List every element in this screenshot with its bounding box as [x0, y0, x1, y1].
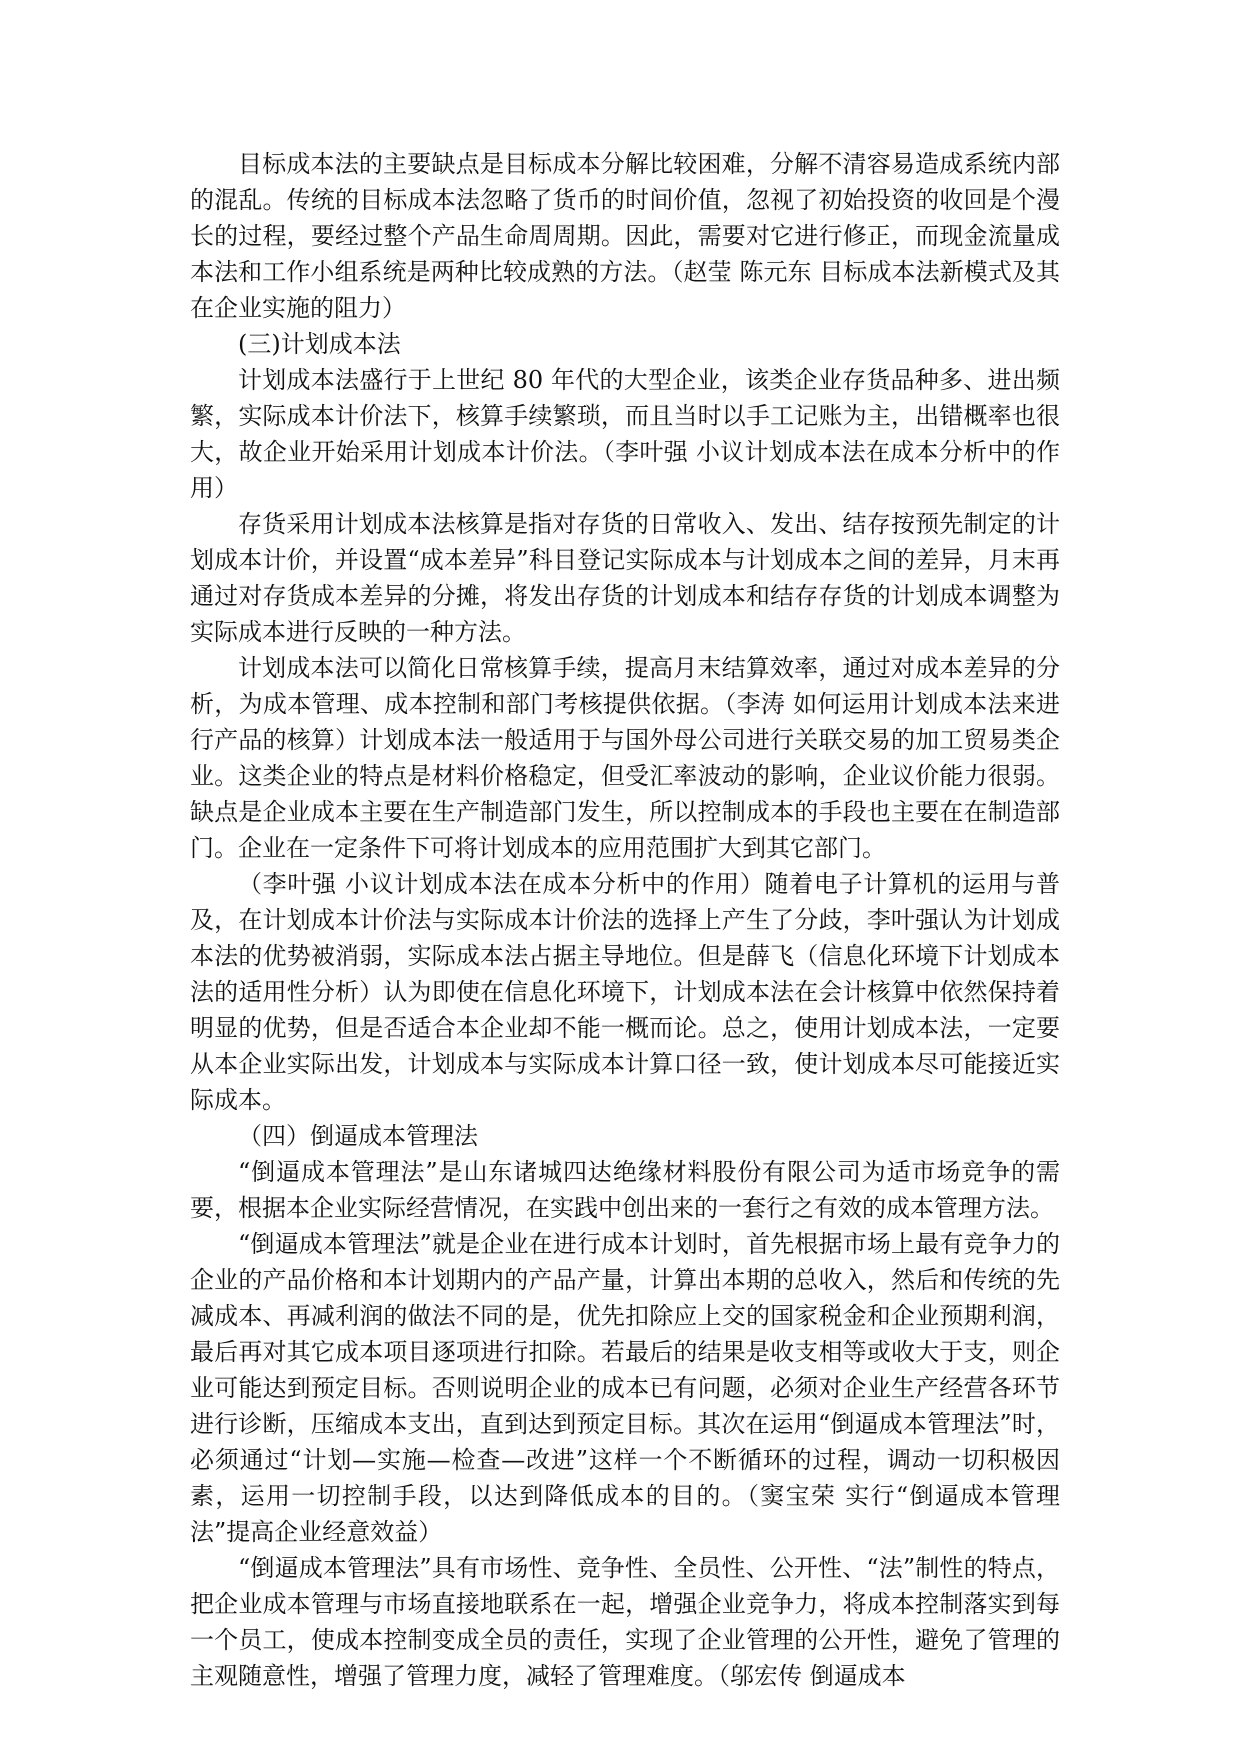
document-page: [190, 146, 1060, 1694]
paragraph-reverse-cost-origin: “倒逼成本管理法”是山东诸城四达绝缘材料股份有限公司为适市场竞争的需要，根据本企业实际经营情况，在实践中创出来的一套行之有效的成本管理方法。: [190, 1158, 1060, 1222]
section-heading-plan-cost: (三)计划成本法: [238, 330, 401, 358]
paragraph-plan-cost-benefits: 计划成本法可以简化日常核算手续，提高月末结算效率，通过对成本差异的分析，为成本管理、成本控制和部门考核提供依据。（李涛 如何运用计划成本法来进行产品的核算）计划成本法一般适用于与国外母公司进行关联交易的加工贸易类企业。这类企业的特点是材料价格稳定，但受汇率波动的影响，企业议价能力很弱。缺点是企业成本主要在生产制造部门发生，所以控制成本的手段也主要在在制造部门。企业在一定条件下可将计划成本的应用范围扩大到其它部门。: [190, 654, 1060, 862]
section-heading-reverse-cost: （四）倒逼成本管理法: [238, 1122, 478, 1150]
paragraph-plan-cost-definition: 存货采用计划成本法核算是指对存货的日常收入、发出、结存按预先制定的计划成本计价，并设置“成本差异”科目登记实际成本与计划成本之间的差异，月末再通过对存货成本差异的分摊，将发出存货的计划成本和结存存货的计划成本调整为实际成本进行反映的一种方法。: [190, 510, 1060, 646]
paragraph-reverse-cost-method: “倒逼成本管理法”就是企业在进行成本计划时，首先根据市场上最有竞争力的企业的产品价格和本计划期内的产品产量，计算出本期的总收入，然后和传统的先减成本、再减利润的做法不同的是，优先扣除应上交的国家税金和企业预期利润，最后再对其它成本项目逐项进行扣除。若最后的结果是收支相等或收大于支，则企业可能达到预定目标。否则说明企业的成本已有问题，必须对企业生产经营各环节进行诊断，压缩成本支出，直到达到预定目标。其次在运用“倒逼成本管理法”时，必须通过“计划—实施—检查—改进”这样一个不断循环的过程，调动一切积极因素，运用一切控制手段，以达到降低成本的目的。（窦宝荣 实行“倒逼成本管理法”提高企业经意效益）: [190, 1230, 1060, 1546]
paragraph-target-cost-drawbacks: 目标成本法的主要缺点是目标成本分解比较困难，分解不清容易造成系统内部的混乱。传统的目标成本法忽略了货币的时间价值，忽视了初始投资的收回是个漫长的过程，要经过整个产品生命周周期。因此，需要对它进行修正，而现金流量成本法和工作小组系统是两种比较成熟的方法。（赵莹 陈元东 目标成本法新模式及其在企业实施的阻力）: [190, 150, 1060, 322]
paragraph-plan-cost-origin: 计划成本法盛行于上世纪 80 年代的大型企业，该类企业存货品种多、进出频繁，实际成本计价法下，核算手续繁琐，而且当时以手工记账为主，出错概率也很大，故企业开始采用计划成本计价法。（李叶强 小议计划成本法在成本分析中的作用）: [190, 366, 1060, 502]
paragraph-plan-cost-debate: （李叶强 小议计划成本法在成本分析中的作用）随着电子计算机的运用与普及，在计划成本计价法与实际成本计价法的选择上产生了分歧，李叶强认为计划成本法的优势被消弱，实际成本法占据主导地位。但是薛飞（信息化环境下计划成本法的适用性分析）认为即使在信息化环境下，计划成本法在会计核算中依然保持着明显的优势，但是否适合本企业却不能一概而论。总之，使用计划成本法，一定要从本企业实际出发，计划成本与实际成本计算口径一致，使计划成本尽可能接近实际成本。: [190, 870, 1060, 1114]
paragraph-reverse-cost-features: “倒逼成本管理法”具有市场性、竞争性、全员性、公开性、“法”制性的特点，把企业成本管理与市场直接地联系在一起，增强企业竞争力，将成本控制落实到每一个员工，使成本控制变成全员的责任，实现了企业管理的公开性，避免了管理的主观随意性，增强了管理力度，减轻了管理难度。（邬宏传 倒逼成本: [190, 1554, 1060, 1690]
